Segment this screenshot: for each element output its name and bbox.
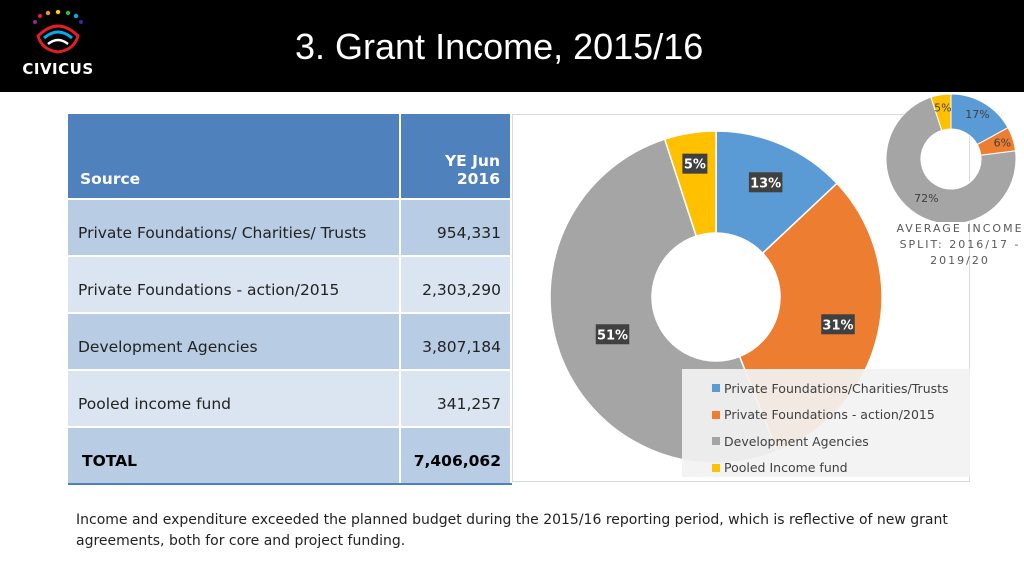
legend-swatch: [712, 464, 720, 472]
data-label: 6%: [993, 136, 1012, 150]
data-label: [682, 154, 707, 174]
average-income-title: AVERAGE INCOME SPLIT: 2016/17 - 2019/20: [896, 222, 1024, 267]
average-income-donut-chart: [876, 92, 1024, 222]
table-row: [68, 199, 511, 256]
legend-item: [712, 428, 970, 455]
legend-swatch: [712, 384, 720, 392]
data-label: 17%: [965, 108, 990, 122]
table-row: [68, 370, 511, 427]
total-label: TOTAL: [68, 427, 400, 484]
data-label: [821, 314, 855, 334]
chart-legend: [682, 369, 970, 477]
legend-swatch: [712, 437, 720, 445]
grant-income-table: [68, 114, 512, 485]
legend-item: [712, 402, 970, 429]
row-value: 954,331: [400, 199, 511, 256]
table-row: [68, 256, 511, 313]
row-source: Development Agencies: [68, 313, 400, 370]
legend-item: [712, 455, 970, 482]
data-label-text: 31%: [822, 318, 854, 334]
civicus-emblem-icon: [18, 10, 98, 60]
row-value: 3,807,184: [400, 313, 511, 370]
data-label: [749, 172, 783, 192]
total-value: 7,406,062: [400, 427, 511, 484]
data-label-text: 13%: [750, 176, 782, 192]
table-row: [68, 313, 511, 370]
row-source: Private Foundations/ Charities/ Trusts: [68, 199, 400, 256]
column-header-value-line1: YE Jun: [444, 152, 500, 170]
page-title: 3. Grant Income, 2015/16: [295, 26, 704, 67]
row-source: Pooled income fund: [68, 370, 400, 427]
column-header-value: [400, 114, 511, 199]
legend-label: Development Agencies: [724, 433, 869, 449]
legend-label: Pooled Income fund: [724, 460, 848, 476]
row-value: 341,257: [400, 370, 511, 427]
row-source: Private Foundations - action/2015: [68, 256, 400, 313]
data-label: 72%: [914, 191, 939, 205]
legend-item: [712, 375, 970, 402]
legend-label: Private Foundations/Charities/Trusts: [724, 380, 949, 396]
civicus-logo: [18, 10, 98, 82]
data-label-text: 5%: [683, 157, 706, 173]
legend-label: Private Foundations - action/2015: [724, 407, 935, 423]
footnote-text: Income and expenditure exceeded the planned budget during the 2015/16 reporting period, which is reflective of new grant agreements, both for core and project funding.: [76, 512, 948, 549]
row-value: 2,303,290: [400, 256, 511, 313]
legend-swatch: [712, 411, 720, 419]
logo-text: CIVICUS: [22, 60, 94, 78]
data-label: [596, 324, 630, 344]
data-label-text: 51%: [596, 328, 629, 344]
data-label: 5%: [934, 101, 952, 115]
column-header-value-line2: 2016: [456, 170, 500, 188]
column-header-source: Source: [68, 114, 400, 199]
header-bar: [0, 0, 1024, 92]
table-total-row: [68, 427, 511, 484]
table-header-row: [68, 114, 511, 199]
